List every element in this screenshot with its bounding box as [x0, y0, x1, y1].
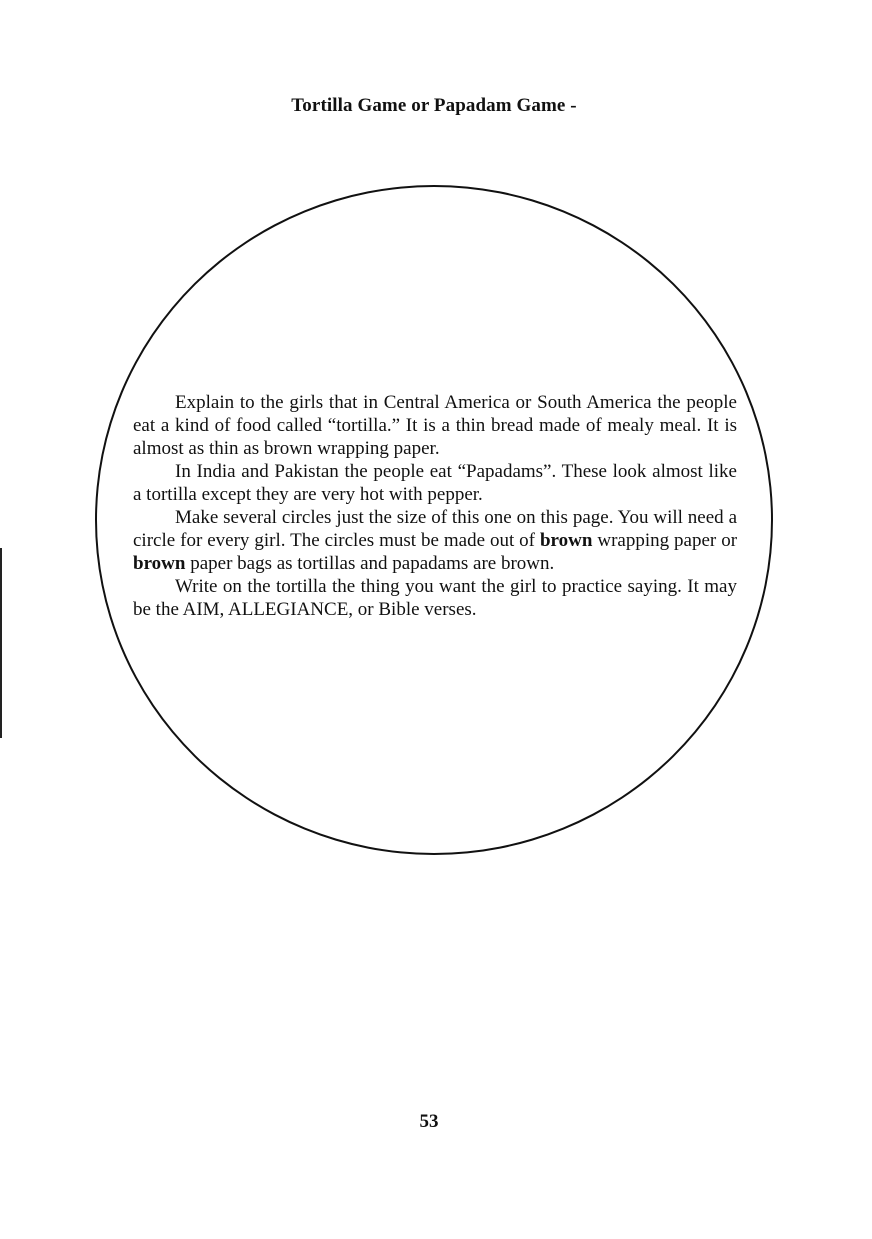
paragraph-circles-part-3: paper bags as tortillas and papadams are brown.: [190, 553, 555, 574]
paragraph-circles-part-2: wrapping paper or: [597, 530, 738, 551]
paragraph-write: Write on the tortilla the thing you want the girl to practice saying. It may be the AIM, ALLEGIANCE, or Bible verses.: [133, 576, 737, 620]
bold-brown-1: brown: [539, 530, 593, 551]
page-number-text: 53: [419, 1111, 439, 1132]
paragraph-tortilla: Explain to the girls that in Central America or South America the people eat a kind of food called “tortilla.” It is a thin bread made of mealy meal. It is almost as thin as brown wrapping paper.: [133, 392, 737, 459]
paragraph-circles: [133, 506, 737, 575]
page-number: [0, 1111, 872, 1133]
instructions-text: [133, 391, 737, 621]
scan-margin-line: [0, 548, 2, 738]
paragraph-papadams: In India and Pakistan the people eat “Papadams”. These look almost like a tortilla except they are very hot with pepper.: [133, 461, 737, 505]
bold-brown-2: brown: [133, 553, 186, 574]
page-title: [0, 95, 872, 117]
paragraph-circles-part-1: Make several circles just the size of this one on this page. You will need a circle for every girl. The circles must be made out of: [133, 507, 737, 551]
page-title-text: Tortilla Game or Papadam Game -: [291, 95, 577, 116]
